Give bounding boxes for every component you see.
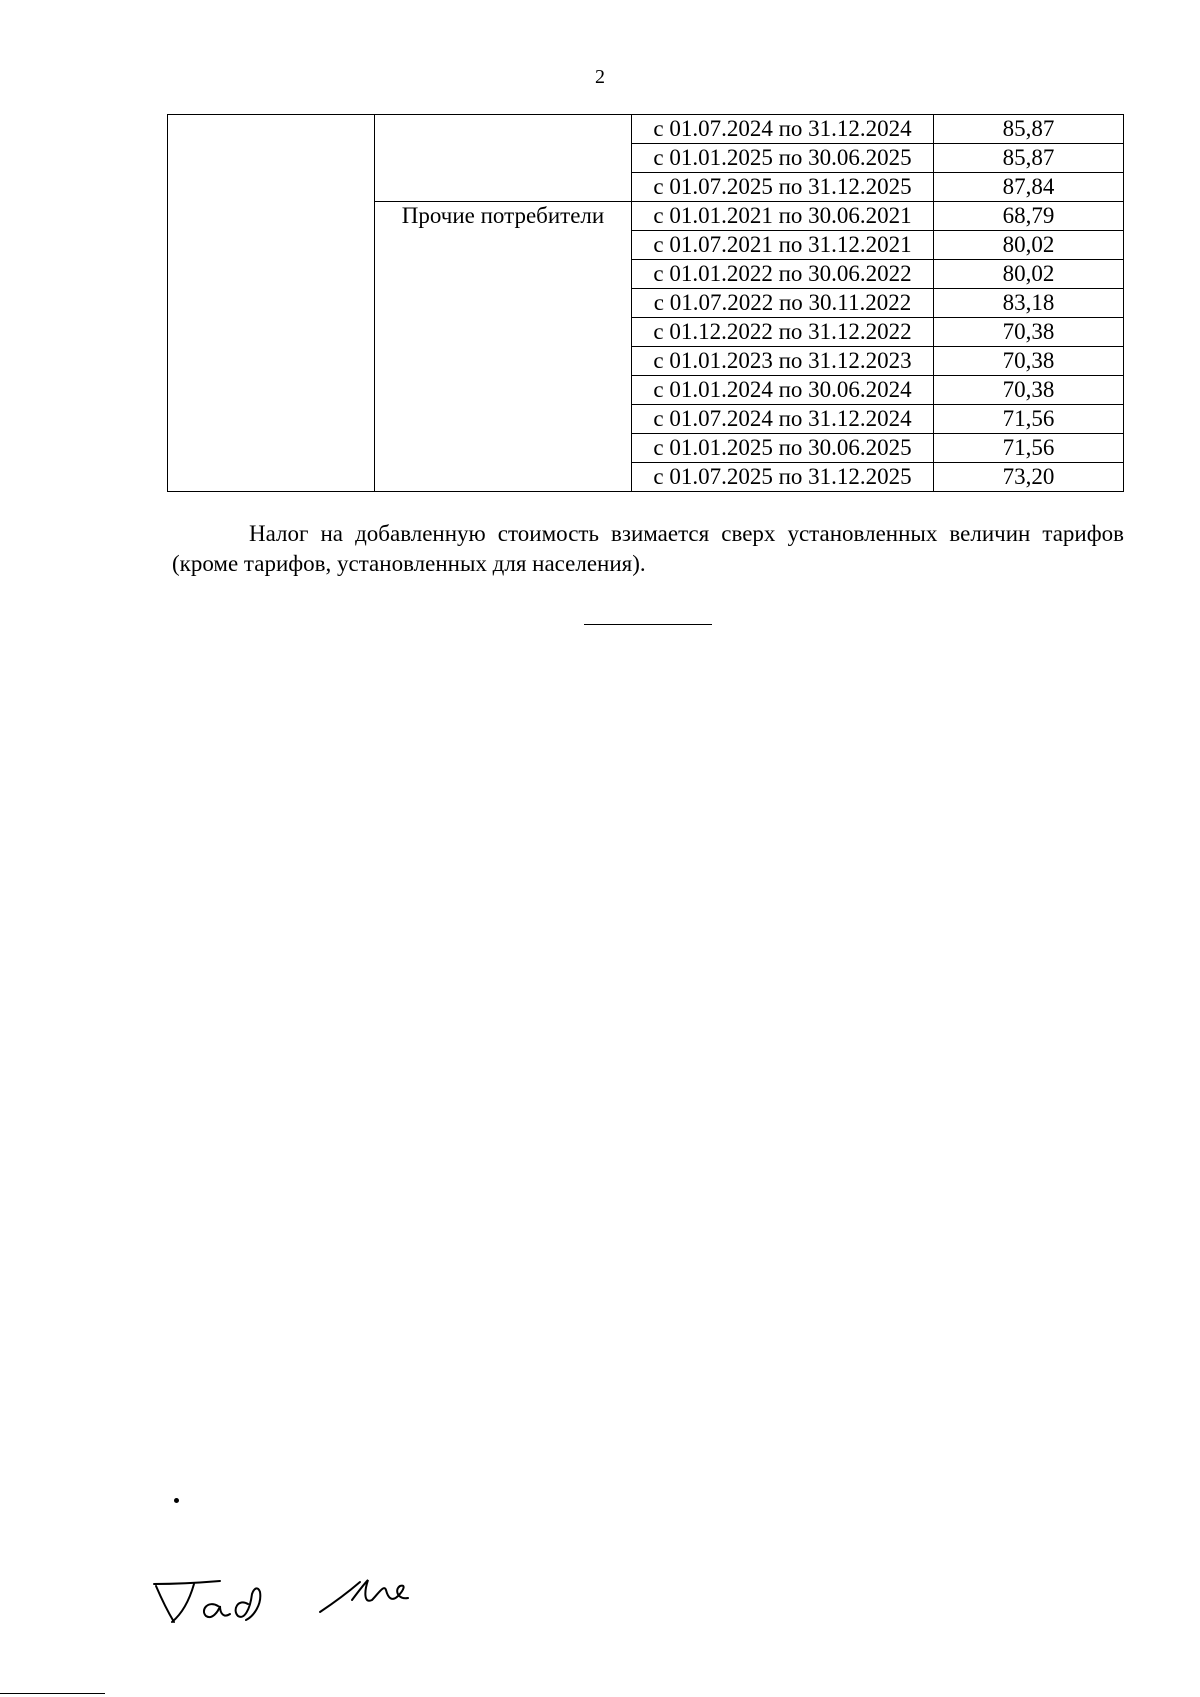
signature-mark xyxy=(352,1580,408,1601)
period-cell: с 01.07.2024 по 31.12.2024 xyxy=(632,405,934,434)
bullet-mark xyxy=(174,1498,179,1503)
handwritten-signatures xyxy=(150,1550,450,1630)
tariff-value-cell: 80,02 xyxy=(934,231,1124,260)
tariff-value-cell: 80,02 xyxy=(934,260,1124,289)
signature-mark xyxy=(156,1586,174,1622)
end-of-document-line xyxy=(584,624,712,625)
tariff-value-cell: 71,56 xyxy=(934,405,1124,434)
vat-note: Налог на добавленную стоимость взимается сверх установленных величин тарифов (кроме тарифов, установленных для населения). xyxy=(172,521,1124,576)
tariff-value-cell: 85,87 xyxy=(934,115,1124,144)
tariff-value-cell: 87,84 xyxy=(934,173,1124,202)
tariff-value-cell: 70,38 xyxy=(934,347,1124,376)
signature-mark xyxy=(236,1588,261,1620)
tariff-value-cell: 83,18 xyxy=(934,289,1124,318)
period-cell: с 01.07.2025 по 31.12.2025 xyxy=(632,463,934,492)
page-number: 2 xyxy=(595,66,605,88)
period-cell: с 01.07.2022 по 30.11.2022 xyxy=(632,289,934,318)
tariff-value-cell: 71,56 xyxy=(934,434,1124,463)
period-cell: с 01.01.2025 по 30.06.2025 xyxy=(632,144,934,173)
tariff-value-cell: 70,38 xyxy=(934,318,1124,347)
tariff-table xyxy=(167,114,1124,492)
period-cell: с 01.07.2021 по 31.12.2021 xyxy=(632,231,934,260)
tariff-value-cell: 85,87 xyxy=(934,144,1124,173)
consumer-group-cell-population xyxy=(375,115,632,202)
period-cell: с 01.07.2025 по 31.12.2025 xyxy=(632,173,934,202)
signature-mark xyxy=(172,1584,194,1622)
consumer-group-cell-other: Прочие потребители xyxy=(375,202,632,492)
period-cell: с 01.07.2024 по 31.12.2024 xyxy=(632,115,934,144)
organization-cell xyxy=(168,115,375,492)
period-cell: с 01.01.2021 по 30.06.2021 xyxy=(632,202,934,231)
tariff-value-cell: 73,20 xyxy=(934,463,1124,492)
tariff-value-cell: 70,38 xyxy=(934,376,1124,405)
period-cell: с 01.01.2023 по 31.12.2023 xyxy=(632,347,934,376)
period-cell: с 01.01.2025 по 30.06.2025 xyxy=(632,434,934,463)
signature-mark xyxy=(154,1581,220,1584)
signature-mark xyxy=(204,1604,230,1617)
period-cell: с 01.01.2022 по 30.06.2022 xyxy=(632,260,934,289)
footer-line xyxy=(0,1693,105,1694)
table-row xyxy=(168,115,1124,144)
period-cell: с 01.01.2024 по 30.06.2024 xyxy=(632,376,934,405)
tariff-value-cell: 68,79 xyxy=(934,202,1124,231)
period-cell: с 01.12.2022 по 31.12.2022 xyxy=(632,318,934,347)
